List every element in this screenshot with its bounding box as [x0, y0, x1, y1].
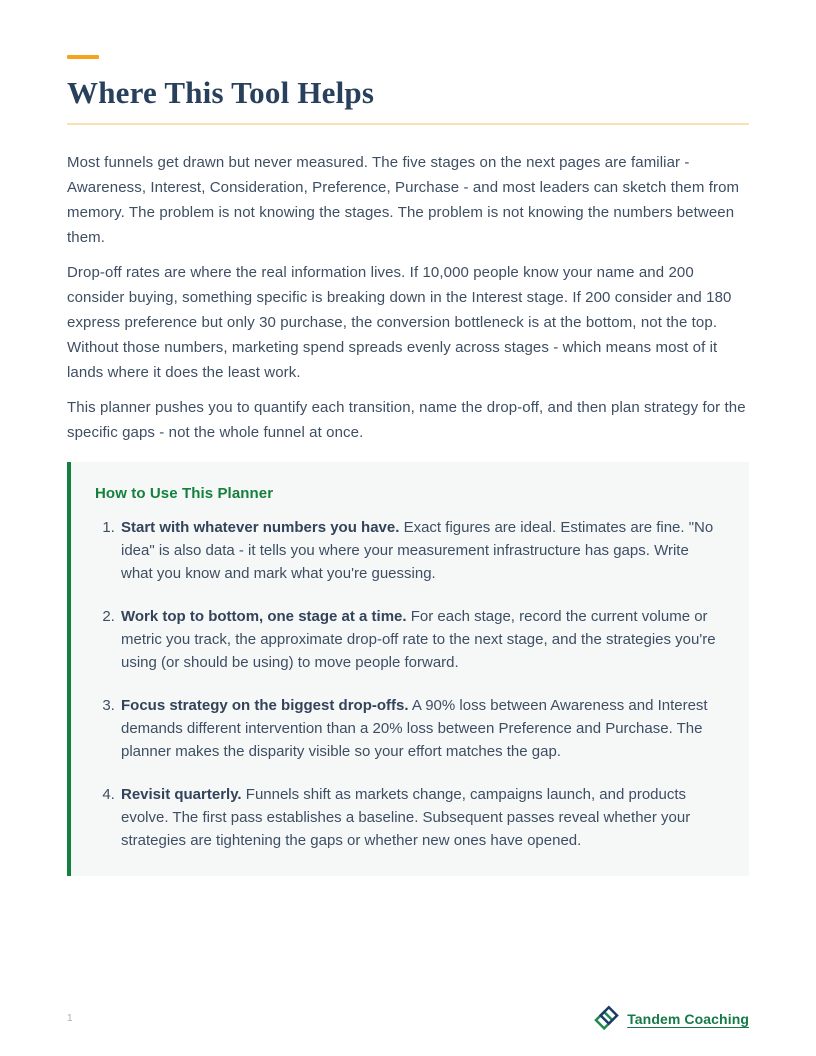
title-divider — [67, 123, 749, 125]
list-item-body: Funnels shift as markets change, campaigns launch, and products evolve. The first pass establishes a baseline. Subsequent passes reveal whether your strategies are tightening the gaps or whether new ones have opened. — [121, 786, 691, 849]
intro-section — [67, 150, 749, 445]
page-number: 1 — [67, 1013, 73, 1024]
list-item-lead: Start with whatever numbers you have. — [121, 519, 400, 536]
list-item — [119, 516, 721, 585]
how-to-use-callout — [67, 462, 749, 876]
list-item-lead: Revisit quarterly. — [121, 786, 242, 803]
list-item-body: A 90% loss between Awareness and Interest demands different intervention than a 20% loss between Preference and Purchase. The planner makes the disparity visible so your effort matches the gap. — [121, 697, 708, 760]
instruction-list — [95, 516, 721, 852]
list-item-body: Exact figures are ideal. Estimates are fine. "No idea" is also data - it tells you where your measurement infrastructure has gaps. Write what you know and mark what you're guessing. — [121, 519, 714, 582]
brand-name: Tandem Coaching — [627, 1010, 749, 1027]
list-item-lead: Work top to bottom, one stage at a time. — [121, 608, 407, 625]
page-footer — [67, 1005, 749, 1032]
intro-paragraph-2: Drop-off rates are where the real information lives. If 10,000 people know your name and 200 consider buying, something specific is breaking down in the Interest stage. If 200 consider and 180 express preference but only 30 purchase, the conversion bottleneck is at the bottom, not the top. Without those numbers, marketing spend spreads evenly across stages - which means most of it lands where it does the least work. — [67, 264, 732, 381]
list-item-body: For each stage, record the current volume or metric you track, the approximate drop-off rate to the next stage, and the strategies you're using (or should be using) to move people forward. — [121, 608, 716, 671]
tandem-diamonds-icon — [593, 1005, 620, 1032]
intro-paragraph-3: This planner pushes you to quantify each transition, name the drop-off, and then plan strategy for the specific gaps - not the whole funnel at once. — [67, 399, 746, 441]
list-item — [119, 783, 721, 852]
intro-paragraph-1: Most funnels get drawn but never measured. The five stages on the next pages are familiar - Awareness, Interest, Consideration, Preference, Purchase - and most leaders can sketch them from memory. The problem is not knowing the stages. The problem is not knowing the numbers between them. — [67, 154, 740, 246]
callout-heading: How to Use This Planner — [95, 485, 274, 502]
list-item — [119, 605, 721, 674]
list-item-lead: Focus strategy on the biggest drop-offs. — [121, 697, 409, 714]
page-title: Where This Tool Helps — [67, 75, 375, 110]
accent-bar — [67, 55, 99, 59]
list-item — [119, 694, 721, 763]
brand-logo-link[interactable] — [593, 1005, 749, 1032]
